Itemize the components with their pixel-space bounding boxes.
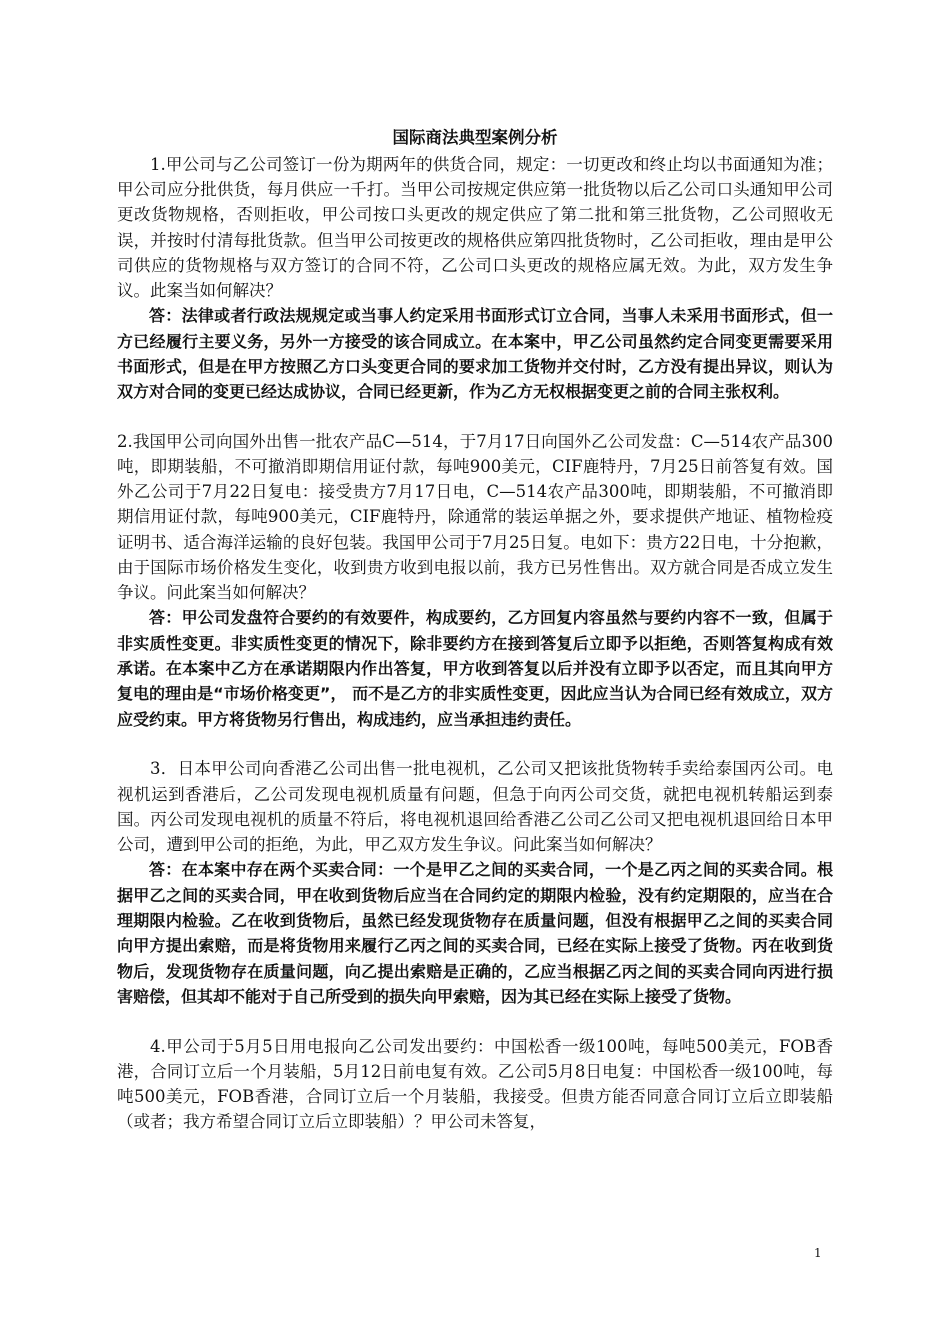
case-2-question: 2.我国甲公司向国外出售一批农产品C—514，于7月17日向国外乙公司发盘：C—514农产品300吨，即期装船，不可撤消即期信用证付款，每吨900美元，CIF鹿特丹，7月25日前答复有效。国外乙公司于7月22日复电：接受贵方7月17日电，C—514农产品300吨，即期装船，不可撤消即期信用证付款，每吨900美元，CIF鹿特丹，除通常的装运单据之外，要求提供产地证、植物检疫证明书、适合海洋运输的良好包装。我国甲公司于7月25日复。电如下：贵方22日电，十分抱歉，由于国际市场价格发生变化，收到贵方收到电报以前，我方已另性售出。双方就合同是否成立发生争议。问此案当如何解决？: [117, 431, 833, 603]
case-3-answer: 答：在本案中存在两个买卖合同：一个是甲乙之间的买卖合同，一个是乙丙之间的买卖合同。根据甲乙之间的买卖合同，甲在收到货物后应当在合同约定的期限内检验，没有约定期限的，应当在合理期限内检验。乙在收到货物后，虽然已经发现货物存在质量问题，但没有根据甲乙之间的买卖合同向甲方提出索赔，而是将货物用来履行乙丙之间的买卖合同，已经在实际上接受了货物。丙在收到货物后，发现货物存在质量问题，向乙提出索赔是正确的，乙应当根据乙丙之间的买卖合同向丙进行损害赔偿，但其却不能对于自己所受到的损失向甲索赔，因为其已经在实际上接受了货物。: [117, 860, 833, 1007]
document-title: 国际商法典型案例分析: [392, 128, 558, 147]
case-3-question: 3．日本甲公司向香港乙公司出售一批电视机，乙公司又把该批货物转手卖给泰国丙公司。电视机运到香港后，乙公司发现电视机质量有问题，但急于向丙公司交货，就把电视机转船运到泰国。丙公司发现电视机的质量不符后，将电视机退回给香港乙公司乙公司又把电视机退回给日本甲公司，遭到甲公司的拒绝，为此，甲乙双方发生争议。问此案当如何解决？: [117, 759, 833, 854]
paragraph-spacer: [117, 732, 833, 756]
paragraph-spacer: [117, 1010, 833, 1034]
document-body: [117, 124, 833, 1134]
case-1-answer: 答：法律或者行政法规规定或当事人约定采用书面形式订立合同，当事人未采用书面形式，但一方已经履行主要义务，另外一方接受的该合同成立。在本案中，甲乙公司虽然约定合同变更需要采用书面形式，但是在甲方按照乙方口头变更合同的要求加工货物并交付时，乙方没有提出异议，则认为双方对合同的变更已经达成协议，合同已经更新，作为乙方无权根据变更之前的合同主张权利。: [117, 306, 833, 402]
case-4-question: 4.甲公司于5月5日用电报向乙公司发出要约：中国松香一级100吨，每吨500美元，FOB香港，合同订立后一个月装船，5月12日前电复有效。乙公司5月8日电复：中国松香一级100吨，每吨500美元，FOB香港，合同订立后一个月装船，我接受。但贵方能否同意合同订立后立即装船（或者；我方希望合同订立后立即装船）？甲公司未答复，: [117, 1036, 833, 1132]
case-1-question: 1.甲公司与乙公司签订一份为期两年的供货合同，规定：一切更改和终止均以书面通知为准；甲公司应分批供货，每月供应一千打。当甲公司按规定供应第一批货物以后乙公司口头通知甲公司更改货物规格，否则拒收，甲公司按口头更改的规定供应了第二批和第三批货物，乙公司照收无误，并按时付清每批货款。但当甲公司按更改的规格供应第四批货物时，乙公司拒收，理由是甲公司供应的货物规格与双方签订的合同不符，乙公司口头更改的规格应属无效。为此，双方发生争议。此案当如何解决？: [117, 155, 833, 301]
case-2-answer: 答：甲公司发盘符合要约的有效要件，构成要约，乙方回复内容虽然与要约内容不一致，但属于非实质性变更。非实质性变更的情况下，除非要约方在接到答复后立即予以拒绝，否则答复构成有效承诺。在本案中乙方在承诺期限内作出答复，甲方收到答复以后并没有立即予以否定，而且其向甲方复电的理由是“市场价格变更”， 而不是乙方的非实质性变更，因此应当认为合同已经有效成立，双方应受约束。甲方将货物另行售出，构成违约，应当承担违约责任。: [117, 608, 833, 729]
page-number: 1: [814, 1246, 822, 1260]
paragraph-spacer: [117, 405, 833, 429]
